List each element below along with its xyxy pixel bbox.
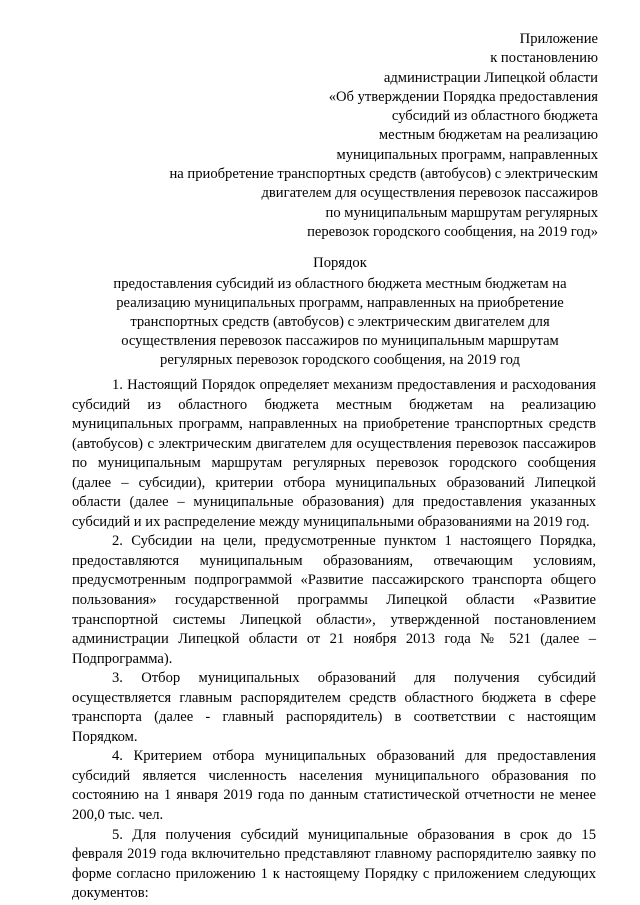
appendix-line: двигателем для осуществления перевозок пассажиров — [261, 185, 598, 202]
appendix-line: перевозок городского сообщения, на 2019 год» — [307, 223, 598, 240]
paragraph-3: 3. Отбор муниципальных образований для получения субсидий осуществляется главным распорядителем средств областного бюджета в сфере транспорта (далее - главный распорядитель) в соответствии с настоящим Порядком. — [72, 670, 596, 745]
document-body — [72, 376, 596, 904]
appendix-line: субсидий из областного бюджета — [391, 108, 598, 125]
paragraph-4: 4. Критерием отбора муниципальных образований для предоставления субсидий является численность населения муниципального образования по состоянию на 1 января 2019 года по данным статистической отчетности не менее 200,0 тыс. чел. — [72, 748, 596, 824]
paragraph-5: 5. Для получения субсидий муниципальные образования в срок до 15 февраля 2019 года включительно представляют главному распорядителю заявку по форме согласно приложению 1 к настоящему Порядку с приложением следующих документов: — [72, 826, 596, 902]
document-title — [70, 254, 610, 371]
appendix-header — [78, 30, 598, 242]
title-heading: Порядок — [313, 255, 367, 271]
appendix-line: «Об утверждении Порядка предоставления — [328, 88, 598, 105]
paragraph-1: 1. Настоящий Порядок определяет механизм предоставления и расходования субсидий из областного бюджета местным бюджетам на реализацию муниципальных программ, направленных на приобретение транспортных средств (автобусов) с электрическим двигателем для осуществления перевозок пассажиров по муниципальным маршрутам регулярных перевозок городского сообщения (далее – субсидии), критерии отбора муниципальных образований Липецкой области (далее – муниципальные образования) для предоставления указанных субсидий и их распределение между муниципальными образованиями на 2019 год. — [72, 377, 596, 530]
title-line: осуществления перевозок пассажиров по муниципальным маршрутам — [121, 333, 559, 350]
title-line: реализацию муниципальных программ, направленных на приобретение — [116, 295, 564, 312]
title-line: регулярных перевозок городского сообщения, на 2019 год — [160, 352, 520, 369]
appendix-line: местным бюджетам на реализацию — [378, 127, 598, 144]
appendix-line: муниципальных программ, направленных — [336, 146, 598, 163]
appendix-line: к постановлению — [490, 50, 598, 67]
appendix-line: администрации Липецкой области — [383, 69, 598, 86]
appendix-line: Приложение — [519, 31, 598, 47]
paragraph-2: 2. Субсидии на цели, предусмотренные пунктом 1 настоящего Порядка, предоставляются муниципальным образованиям, отвечающим условиям, предусмотренным подпрограммой «Развитие пассажирского транспорта общего пользования» государственной программы Липецкой области «Развитие транспортной системы Липецкой области», утвержденной постановлением администрации Липецкой области от 21 ноября 2013 года № 521 (далее – Подпрограмма). — [72, 533, 596, 667]
appendix-line: по муниципальным маршрутам регулярных — [325, 204, 598, 221]
title-line: предоставления субсидий из областного бюджета местным бюджетам на — [113, 276, 567, 293]
appendix-line: на приобретение транспортных средств (автобусов) с электрическим — [169, 166, 598, 183]
title-line: транспортных средств (автобусов) с электрическим двигателем для — [130, 314, 550, 331]
